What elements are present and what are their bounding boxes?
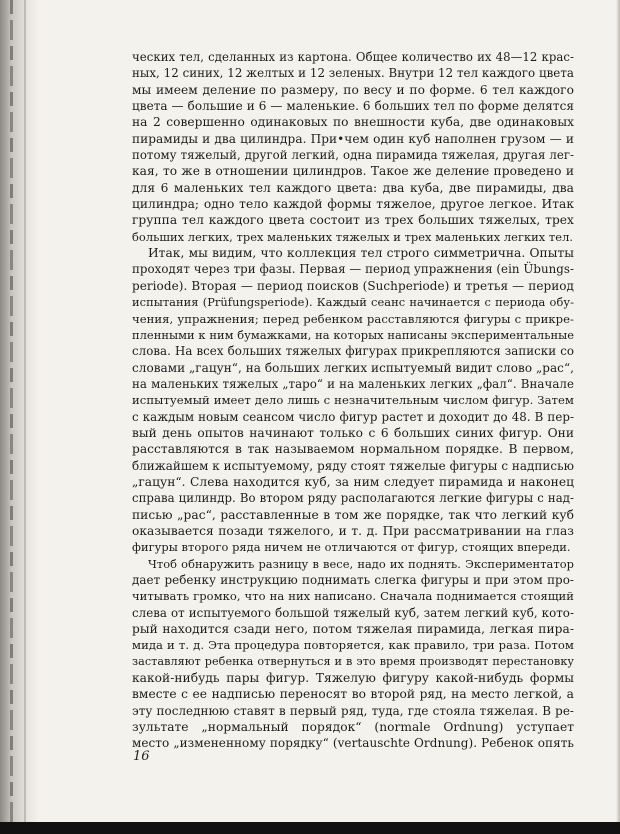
text-line: ных, 12 синих, 12 желтых и 12 зеленых. Внутри 12 тел каждого цвета bbox=[132, 66, 574, 81]
text-line: вместе с ее надписью переносят во второй ряд, на место легкой, а bbox=[132, 687, 574, 702]
text-line: рый находится сзади него, потом тяжелая пирамида, легкая пира- bbox=[132, 622, 574, 637]
binding-edge-mark bbox=[10, 0, 13, 834]
text-line: больших легких, трех маленьких тяжелых и трех маленьких легких тел. bbox=[132, 229, 574, 244]
text-line: для 6 маленьких тел каждого цвета: два куба, две пирамиды, два bbox=[132, 180, 574, 195]
text-line: потому тяжелый, другой легкий, одна пирамида тяжелая, другая лег- bbox=[132, 148, 574, 163]
text-line: расставляются в так называемом нормальном порядке. В первом, bbox=[132, 442, 574, 457]
text-line: заставляют ребенка отвернуться и в это время производят перестановку bbox=[132, 654, 574, 668]
text-line: ближайшем к испытуемому, ряду стоят тяжелые фигуры с надписью bbox=[132, 458, 574, 473]
text-line: слова. На всех больших тяжелых фигурах прикрепляются записки со bbox=[132, 344, 574, 359]
text-line: пленными к ним бумажками, на которых написаны экспериментальные bbox=[132, 327, 574, 342]
text-line: цвета — большие и 6 — маленькие. 6 больших тел по форме делятся bbox=[132, 99, 574, 114]
text-line: писью „рас“, расставленные в том же порядке, так что легкий куб bbox=[132, 507, 574, 522]
text-line: Чтоб обнаружить разницу в весе, надо их поднять. Экспериментатор bbox=[148, 556, 574, 571]
text-line: с каждым новым сеансом число фигур растет и доходит до 48. В пер- bbox=[132, 409, 574, 424]
binding-fold-line bbox=[24, 0, 26, 834]
text-line: вый день опытов начинают только с 6 больших синих фигур. Они bbox=[132, 425, 574, 440]
text-line: оказывается позади тяжелого, и т. д. При рассматривании на глаз bbox=[132, 523, 574, 538]
text-line: фигуры второго ряда ничем не отличаются от фигур, стоящих впереди. bbox=[132, 540, 571, 555]
text-line: слева от испытуемого большой тяжелый куб, затем легкий куб, кото- bbox=[132, 605, 574, 620]
text-line: словами „гацун“, на больших легких испытуемый видит слово „рас“, bbox=[132, 360, 574, 375]
page-number: 16 bbox=[133, 749, 150, 764]
text-line: мы имеем деление по размеру, по весу и по форме. 6 тел каждого bbox=[132, 82, 574, 97]
text-line: Итак, мы видим, что коллекция тел строго симметрична. Опыты bbox=[148, 246, 574, 261]
text-line: читывать громко, что на них написано. Сначала поднимается стоящий bbox=[132, 589, 574, 604]
text-line: на 2 совершенно одинаковых по внешности куба, две одинаковых bbox=[132, 115, 574, 130]
text-line: справа цилиндр. Во втором ряду располагаются легкие фигуры с над- bbox=[132, 491, 574, 506]
text-line: испытуемый имеет дело лишь с незначительным числом фигур. Затем bbox=[132, 393, 574, 408]
scan-bottom-edge bbox=[0, 822, 620, 834]
page-right-edge bbox=[616, 0, 620, 834]
text-line: чения, упражнения; перед ребенком расставляются фигуры с прикре- bbox=[132, 311, 574, 326]
text-line: пирамиды и два цилиндра. При•чем один куб наполнен грузом — и bbox=[132, 131, 574, 146]
text-line: ческих тел, сделанных из картона. Общее количество их 48—12 крас- bbox=[132, 50, 574, 64]
text-line: зультате „нормальный порядок“ (normale Ordnung) уступает bbox=[132, 720, 574, 735]
text-line: эту последнюю ставят в первый ряд, туда, где стояла тяжелая. В ре- bbox=[132, 703, 574, 718]
text-line: группа тел каждого цвета состоит из трех больших тяжелых, трех bbox=[132, 213, 574, 228]
text-line: „гацун“. Слева находится куб, за ним следует пирамида и наконец bbox=[132, 474, 574, 489]
binding-gutter bbox=[0, 0, 40, 834]
text-line: мида и т. д. Эта процедура повторяется, как правило, три раза. Потом bbox=[132, 638, 574, 653]
text-line: испытания (Prüfungsperiode). Каждый сеанс начинается с периода обу- bbox=[132, 295, 574, 310]
text-line: кая, то же в отношении цилиндров. Такое же деление проведено и bbox=[132, 164, 574, 179]
text-line: periode). Вторая — период поисков (Suchperiode) и третья — период bbox=[132, 278, 574, 293]
body-text bbox=[132, 49, 574, 752]
text-line: какой-нибудь пары фигур. Тяжелую фигуру какой-нибудь формы bbox=[132, 671, 574, 686]
text-line: проходят через три фазы. Первая — период упражнения (ein Übungs- bbox=[132, 262, 574, 277]
text-line: дает ребенку инструкцию поднимать слегка фигуры и при этом про- bbox=[132, 573, 574, 587]
text-line: цилиндра; одно тело каждой формы тяжелое, другое легкое. Итак bbox=[132, 197, 574, 212]
text-line: место „измененному порядку“ (vertauschte Ordnung). Ребенок опять bbox=[132, 736, 574, 751]
text-line: на маленьких тяжелых „таро“ и на маленьких легких „фал“. Вначале bbox=[132, 376, 574, 391]
